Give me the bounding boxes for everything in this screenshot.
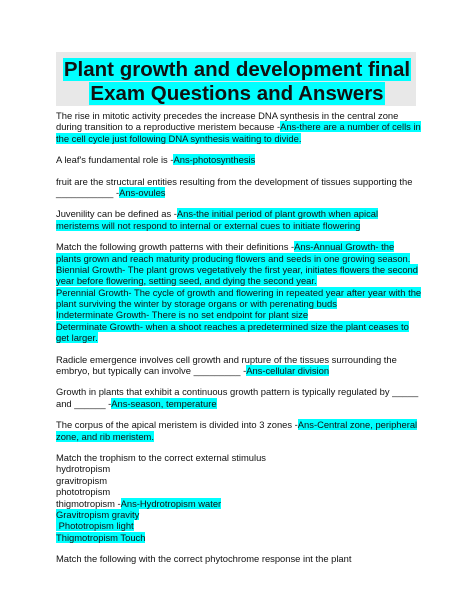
question-text: Match the following growth patterns with their definitions - xyxy=(56,241,295,253)
answer-highlight: plants grown and reach maturity producing flowers and seeds in one growing season. xyxy=(56,252,411,264)
question-text: Radicle emergence involves cell growth and rupture of the tissues surrounding the xyxy=(56,353,397,365)
question-6 xyxy=(56,354,426,377)
list-item: hydrotropism xyxy=(56,463,111,475)
answer-highlight: Ans-the initial period of plant growth when apical xyxy=(176,208,379,220)
answer-highlight: Thigmotropism Touch xyxy=(56,531,146,543)
question-text: embryo, but typically can involve _________ - xyxy=(56,365,247,377)
answer-highlight: Indeterminate Growth- There is no set endpoint for plant size xyxy=(56,309,309,321)
answer-highlight: Determinate Growth- when a shoot reaches a predetermined size the plant ceases to xyxy=(56,320,409,332)
question-text: during transition to a reproductive meristem because - xyxy=(56,121,281,133)
question-1 xyxy=(56,110,426,144)
question-text: Match the trophism to the correct external stimulus xyxy=(56,451,266,463)
question-text: ___________ - xyxy=(56,186,120,198)
question-10 xyxy=(56,553,426,564)
question-text: A leaf's fundamental role is - xyxy=(56,154,174,166)
answer-highlight: get larger. xyxy=(56,332,98,344)
question-3 xyxy=(56,176,426,199)
list-item: gravitropism xyxy=(56,474,108,486)
answer-highlight: Gravitropism gravity xyxy=(56,508,140,520)
answer-highlight: Ans-Central zone, peripheral xyxy=(297,419,418,431)
question-text: and ______ - xyxy=(56,397,112,409)
question-5 xyxy=(56,241,426,344)
list-item: phototropism xyxy=(56,486,111,498)
answer-highlight: Ans-season, temperature xyxy=(111,397,217,409)
answer-highlight: the cell cycle just following DNA synthesis waiting to divide. xyxy=(56,132,302,144)
answer-highlight: Ans-ovules xyxy=(119,186,166,198)
qa-content xyxy=(56,110,426,565)
question-text: Match the following with the correct phytochrome response int the plant xyxy=(56,553,352,565)
page-title-line-2: Exam Questions and Answers xyxy=(90,82,384,105)
answer-highlight: Ans-Hydrotropism water xyxy=(120,497,222,509)
question-text: The corpus of the apical meristem is divided into 3 zones - xyxy=(56,419,298,431)
answer-highlight: meristems will not respond to internal or external cues to initiate flowering xyxy=(56,219,361,231)
question-text: fruit are the structural entities resulting from the development of tissues supporting the xyxy=(56,175,413,187)
answer-highlight: Ans-there are a number of cells in xyxy=(280,121,421,133)
answer-highlight: Perennial Growth- The cycle of growth and flowering in repeated year after year with the xyxy=(56,286,422,298)
question-text: The rise in mitotic activity precedes the increase DNA synthesis in the central zone xyxy=(56,110,399,121)
list-item: thigmotropism - xyxy=(56,497,121,509)
answer-highlight: Ans-photosynthesis xyxy=(173,154,256,166)
answer-highlight: plant surviving the winter by storage organs or with perenating buds xyxy=(56,298,337,310)
answer-highlight: Biennial Growth- The plant grows vegetatively the first year, initiates flowers the second xyxy=(56,263,418,275)
answer-highlight: Phototropism light xyxy=(56,520,134,532)
question-text: Growth in plants that exhibit a continuous growth pattern is typically regulated by _____ xyxy=(56,386,419,398)
question-4 xyxy=(56,208,426,231)
answer-highlight: zone, and rib meristem. xyxy=(56,430,154,442)
answer-highlight: Ans-Annual Growth- the xyxy=(294,241,395,253)
question-8 xyxy=(56,419,426,442)
question-7 xyxy=(56,386,426,409)
answer-highlight: Ans-cellular division xyxy=(246,365,330,377)
question-2 xyxy=(56,154,426,165)
question-text: Juvenility can be defined as - xyxy=(56,208,177,220)
page-title-line-1: Plant growth and development final xyxy=(63,58,411,81)
answer-highlight: year before flowering, setting seed, and dying the second year. xyxy=(56,275,317,287)
question-9 xyxy=(56,452,426,543)
